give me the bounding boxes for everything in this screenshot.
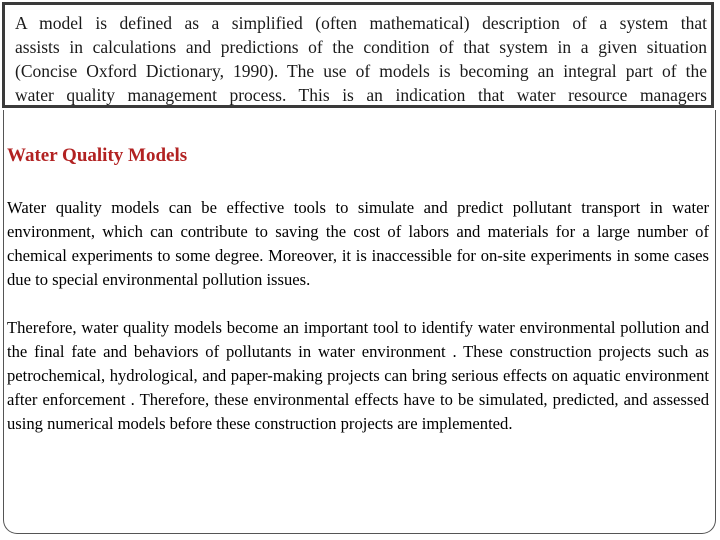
quote-line: assists in calculations and predictions of the condition of that system in a given situation: [15, 37, 707, 57]
quote-image-box: [2, 2, 714, 108]
paragraph-therefore: Therefore, water quality models become an important tool to identify water environmental pollution and the final fate and behaviors of pollutants in water environment . These construction projects such as petrochemical, hydrological, and paper-making projects can bring serious effects on aquatic environment after enforcement . Therefore, these environmental effects have to be simulated, predicted, and assessed using numerical models before these construction projects are implemented.: [7, 318, 709, 433]
paragraph-intro: Water quality models can be effective tools to simulate and predict pollutant transport in water environment, which can contribute to saving the cost of labors and materials for a large number of chemical experiments to some degree. Moreover, it is inaccessible for on-site experiments in some cases due to special environmental pollution issues.: [7, 198, 709, 289]
quote-line: A model is defined as a simplified (often mathematical) description of a system that: [15, 13, 707, 33]
quote-line: water quality management process. This is an indication that water resource managers: [15, 85, 707, 105]
section-title: Water Quality Models: [7, 145, 188, 166]
quote-line: (Concise Oxford Dictionary, 1990). The use of models is becoming an integral part of the: [15, 61, 707, 81]
